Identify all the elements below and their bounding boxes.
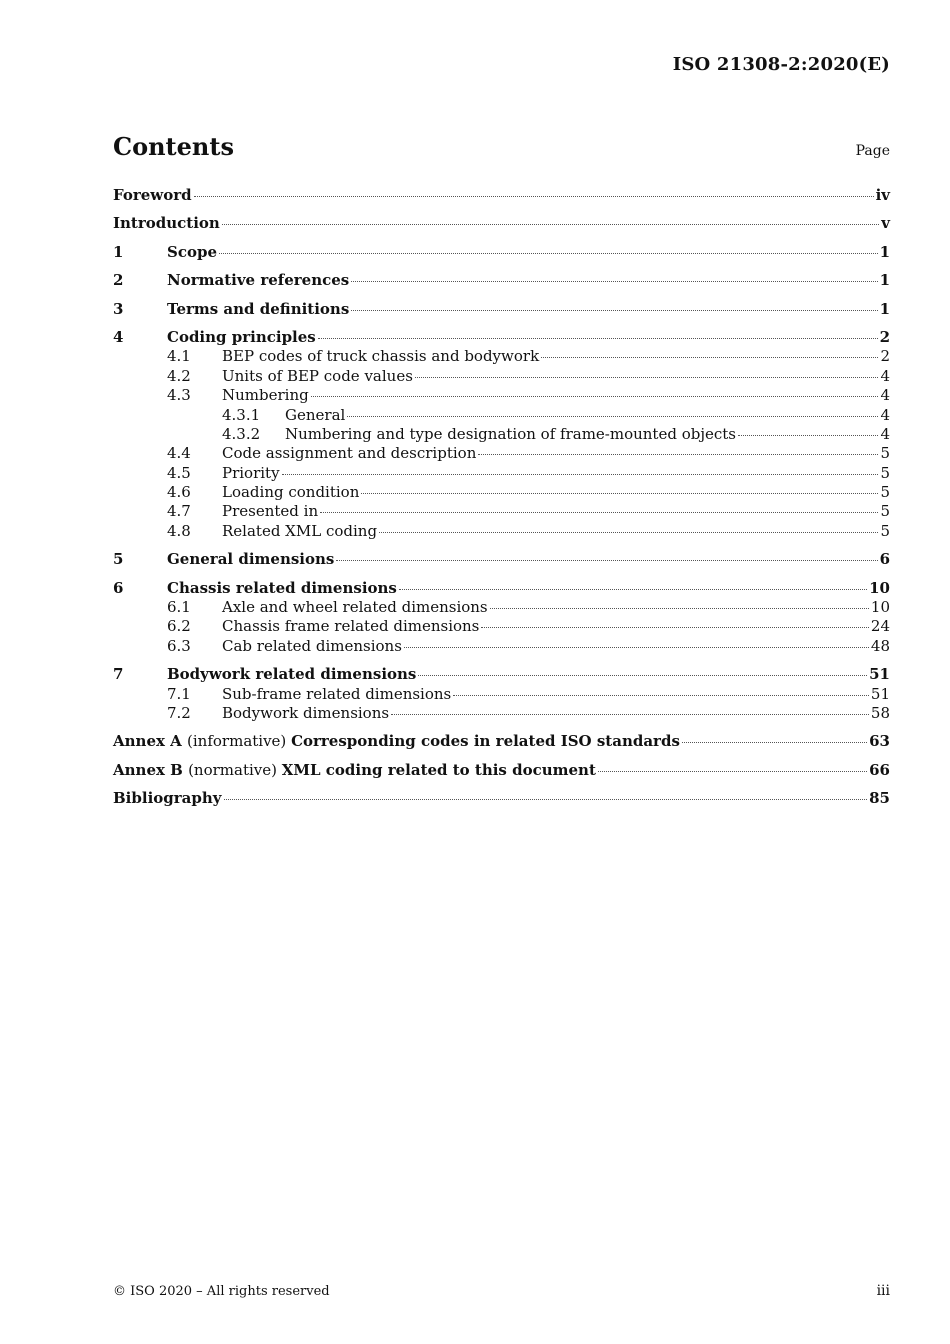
toc-entry-page: 5 [880, 521, 890, 540]
dot-leader [404, 647, 869, 648]
toc-entry-line [167, 579, 890, 598]
toc-entry-title: BEP codes of truck chassis and bodywork [222, 347, 540, 366]
toc-entry-page: 2 [879, 327, 890, 346]
dot-leader [222, 224, 879, 225]
toc-entry-page: 51 [870, 684, 890, 703]
toc-entry-line [167, 328, 890, 347]
toc-entry-line [222, 502, 890, 521]
dot-leader [478, 454, 878, 455]
toc-entry-line [222, 464, 890, 483]
table-of-contents [113, 186, 890, 809]
toc-entry-number: 4.1 [167, 347, 191, 366]
toc-entry-title: Introduction [113, 214, 220, 233]
toc-entry[interactable] [113, 186, 890, 205]
toc-entry-line [222, 367, 890, 386]
toc-entry[interactable] [113, 665, 890, 684]
toc-entry-line [113, 761, 890, 780]
dot-leader [318, 338, 878, 339]
toc-entry-page: 63 [869, 732, 890, 751]
toc-entry-title-part: Annex A [113, 732, 188, 751]
toc-entry[interactable] [113, 732, 890, 751]
toc-entry-line [113, 186, 890, 205]
toc-entry-title: Cab related dimensions [222, 636, 402, 655]
toc-entry-page: 51 [869, 665, 890, 684]
toc-entry-page: 85 [869, 789, 890, 808]
toc-entry-line [222, 637, 890, 656]
toc-entry-number: 4.8 [167, 521, 191, 540]
toc-entry-line [222, 483, 890, 502]
toc-entry[interactable] [113, 214, 890, 233]
toc-entry-line [167, 243, 890, 262]
toc-entry-number: 4.7 [167, 502, 191, 521]
toc-entry-page: 1 [879, 299, 890, 318]
page-column-label: Page [855, 143, 890, 159]
toc-entry-number: 4.6 [167, 483, 191, 502]
toc-entry-line [222, 617, 890, 636]
toc-entry-title: Bodywork related dimensions [167, 665, 417, 684]
toc-entry[interactable] [113, 271, 890, 290]
toc-entry-page: 48 [870, 636, 890, 655]
toc-entry-number: 3 [113, 299, 124, 318]
dot-leader [399, 589, 867, 590]
dot-leader [598, 771, 867, 772]
toc-entry-line [167, 271, 890, 290]
toc-entry-page: 4 [880, 405, 890, 424]
toc-entry-page: 2 [880, 347, 890, 366]
dot-leader [391, 714, 869, 715]
toc-entry-title: Numbering [222, 386, 309, 405]
toc-entry-title: General [285, 405, 346, 424]
toc-entry-number: 4.4 [167, 444, 191, 463]
dot-leader [351, 281, 877, 282]
toc-entry-number: 6 [113, 578, 124, 597]
dot-leader [219, 253, 878, 254]
dot-leader [194, 196, 874, 197]
dot-leader [351, 310, 877, 311]
toc-entry[interactable] [113, 367, 890, 386]
toc-entry-line [285, 425, 890, 444]
toc-entry-line [167, 665, 890, 684]
toc-entry-title: Normative references [167, 271, 350, 290]
copyright-notice: © ISO 2020 – All rights reserved [113, 1284, 330, 1299]
dot-leader [311, 396, 879, 397]
dot-leader [738, 435, 878, 436]
toc-entry-title: Related XML coding [222, 521, 378, 540]
toc-entry[interactable] [113, 550, 890, 569]
toc-entry-line [222, 522, 890, 541]
toc-entry[interactable] [113, 464, 890, 483]
dot-leader [481, 627, 869, 628]
toc-entry-line [222, 386, 890, 405]
toc-entry-number: 1 [113, 242, 124, 261]
toc-entry-number: 7 [113, 665, 124, 684]
dot-leader [490, 608, 869, 609]
toc-entry-line [222, 685, 890, 704]
toc-entry-page: 10 [870, 598, 890, 617]
toc-entry-page: iv [875, 186, 890, 204]
toc-entry-page: 1 [879, 271, 890, 290]
toc-entry-page: 5 [880, 502, 890, 521]
toc-entry[interactable] [113, 386, 890, 405]
toc-entry-title-part: (informative) [187, 732, 292, 751]
toc-entry-page: 6 [879, 550, 890, 569]
toc-entry-page: 5 [880, 444, 890, 463]
toc-entry-page: 58 [870, 703, 890, 722]
toc-entry-line [222, 598, 890, 617]
toc-entry-number: 4.3.1 [222, 405, 261, 424]
toc-entry-title-part: (normative) [188, 760, 282, 779]
toc-entry-page: 66 [869, 760, 890, 779]
dot-leader [453, 695, 869, 696]
toc-entry-line [222, 347, 890, 366]
dot-leader [320, 512, 878, 513]
dot-leader [541, 357, 878, 358]
toc-entry-line [113, 789, 890, 808]
toc-entry-number: 4.3.2 [222, 424, 261, 443]
toc-entry-number: 5 [113, 550, 124, 569]
toc-entry-title: Bibliography [113, 789, 222, 808]
toc-entry-title: Scope [167, 242, 218, 261]
toc-entry-number: 2 [113, 271, 124, 290]
toc-entry-line [222, 444, 890, 463]
toc-entry-page: 4 [880, 386, 890, 405]
toc-entry[interactable] [113, 300, 890, 319]
toc-entry-page: 4 [880, 366, 890, 385]
toc-entry-number: 6.2 [167, 617, 191, 636]
toc-entry[interactable] [113, 502, 890, 521]
toc-entry[interactable] [113, 483, 890, 502]
toc-entry-title: Sub-frame related dimensions [222, 684, 452, 703]
toc-entry-number: 4.3 [167, 386, 191, 405]
dot-leader [282, 474, 879, 475]
toc-entry[interactable] [113, 685, 890, 704]
toc-entry-number: 4.2 [167, 366, 191, 385]
toc-entry-number: 6.3 [167, 636, 191, 655]
toc-entry-title: Chassis related dimensions [167, 578, 397, 597]
toc-entry-page: 4 [880, 424, 890, 443]
toc-entry-title: Numbering and type designation of frame-mounted objects [285, 424, 736, 443]
toc-entry[interactable] [113, 243, 890, 262]
toc-entry-title: Chassis frame related dimensions [222, 617, 480, 636]
toc-entry-page: 1 [879, 242, 890, 261]
page-number: iii [876, 1283, 890, 1299]
toc-entry-number: 4 [113, 327, 124, 346]
toc-entry-title [113, 761, 596, 780]
toc-entry-line [113, 214, 890, 233]
toc-entry-page: v [881, 214, 890, 233]
toc-entry-line [285, 406, 890, 425]
toc-entry[interactable] [113, 761, 890, 780]
toc-entry-line [167, 550, 890, 569]
toc-entry-page: 10 [869, 578, 890, 597]
toc-entry-number: 7.1 [167, 684, 191, 703]
toc-entry-title-part: Annex B [113, 760, 189, 779]
toc-entry-line [222, 704, 890, 723]
dot-leader [418, 675, 867, 676]
dot-leader [361, 493, 878, 494]
toc-entry-number: 4.5 [167, 463, 191, 482]
document-id: ISO 21308-2:2020(E) [672, 54, 890, 75]
toc-entry-page: 5 [880, 483, 890, 502]
toc-entry[interactable] [113, 637, 890, 656]
dot-leader [379, 532, 878, 533]
toc-entry-number: 6.1 [167, 598, 191, 617]
toc-entry-title [113, 732, 680, 751]
toc-entry[interactable] [113, 789, 890, 808]
toc-entry[interactable] [113, 347, 890, 366]
toc-entry-title: Code assignment and description [222, 444, 477, 463]
toc-entry-title: Axle and wheel related dimensions [222, 598, 488, 617]
toc-entry-title: Units of BEP code values [222, 366, 413, 385]
dot-leader [682, 742, 867, 743]
toc-entry-title: Foreword [113, 186, 192, 204]
toc-entry-title: General dimensions [167, 550, 335, 569]
toc-entry-title: Presented in [222, 502, 319, 521]
toc-entry-title-part: Corresponding codes in related ISO standards [291, 732, 680, 751]
toc-entry[interactable] [113, 522, 890, 541]
dot-leader [224, 799, 868, 800]
toc-entry-title: Priority [222, 463, 280, 482]
toc-entry[interactable] [113, 444, 890, 463]
dot-leader [336, 560, 877, 561]
toc-entry[interactable] [113, 704, 890, 723]
toc-entry[interactable] [113, 617, 890, 636]
toc-entry-title: Coding principles [167, 327, 316, 346]
toc-entry[interactable] [113, 579, 890, 598]
toc-entry[interactable] [113, 328, 890, 347]
toc-entry[interactable] [113, 425, 890, 444]
toc-entry[interactable] [113, 406, 890, 425]
contents-title: Contents [113, 132, 234, 161]
dot-leader [415, 377, 879, 378]
toc-entry-page: 24 [870, 617, 890, 636]
toc-entry-title: Terms and definitions [167, 299, 350, 318]
dot-leader [347, 416, 878, 417]
toc-entry-number: 7.2 [167, 703, 191, 722]
toc-entry[interactable] [113, 598, 890, 617]
toc-entry-page: 5 [880, 463, 890, 482]
toc-entry-line [113, 732, 890, 751]
toc-entry-title: Loading condition [222, 483, 360, 502]
toc-entry-line [167, 300, 890, 319]
toc-entry-title-part: XML coding related to this document [281, 760, 596, 779]
toc-entry-title: Bodywork dimensions [222, 703, 390, 722]
